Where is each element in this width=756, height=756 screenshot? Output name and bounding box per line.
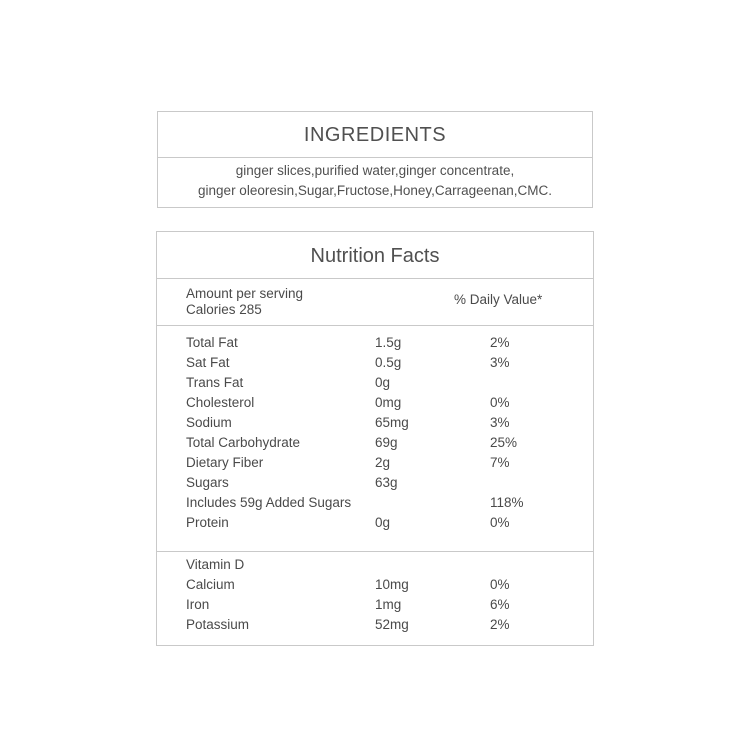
vitamin-daily-value: 6% bbox=[490, 597, 510, 612]
table-row bbox=[157, 555, 593, 575]
serving-info bbox=[186, 286, 303, 318]
nutrient-daily-value: 2% bbox=[490, 335, 510, 350]
vitamin-daily-value: 0% bbox=[490, 577, 510, 592]
vitamin-amount: 52mg bbox=[375, 617, 409, 632]
vitamin-amount: 1mg bbox=[375, 597, 402, 612]
table-row bbox=[157, 453, 593, 473]
table-row bbox=[157, 353, 593, 373]
nutrient-daily-value: 118% bbox=[490, 495, 524, 510]
ingredients-line: ginger oleoresin,Sugar,Fructose,Honey,Carrageenan,CMC. bbox=[198, 183, 552, 198]
vitamin-name: Vitamin D bbox=[186, 557, 245, 572]
table-row bbox=[157, 595, 593, 615]
daily-value-label: % Daily Value* bbox=[454, 292, 543, 307]
nutrient-amount: 65mg bbox=[375, 415, 409, 430]
nutrient-amount: 0g bbox=[375, 375, 391, 390]
table-row bbox=[157, 373, 593, 393]
nutrient-amount: 0.5g bbox=[375, 355, 402, 370]
nutrition-facts-panel bbox=[156, 231, 594, 646]
nutrient-name: Includes 59g Added Sugars bbox=[186, 495, 352, 510]
vitamin-daily-value: 2% bbox=[490, 617, 510, 632]
ingredients-line: ginger slices,purified water,ginger concentrate, bbox=[235, 163, 515, 178]
nutrient-name: Trans Fat bbox=[186, 375, 244, 390]
nutrient-name: Total Fat bbox=[186, 335, 238, 350]
vitamin-name: Calcium bbox=[186, 577, 235, 592]
ingredients-title: INGREDIENTS bbox=[158, 112, 592, 158]
nutrient-name: Sodium bbox=[186, 415, 232, 430]
nutrition-header bbox=[157, 279, 593, 326]
nutrient-name: Cholesterol bbox=[186, 395, 255, 410]
table-row bbox=[157, 493, 593, 513]
vitamin-table bbox=[157, 552, 593, 644]
amount-per-serving-label: Amount per serving bbox=[186, 286, 304, 301]
nutrition-title: Nutrition Facts bbox=[157, 232, 593, 279]
vitamin-name: Potassium bbox=[186, 617, 250, 632]
nutrient-amount: 2g bbox=[375, 455, 391, 470]
nutrient-daily-value: 0% bbox=[490, 515, 510, 530]
nutrient-daily-value: 3% bbox=[490, 355, 510, 370]
nutrient-amount: 63g bbox=[375, 475, 398, 490]
table-row bbox=[157, 333, 593, 353]
nutrient-amount: 0mg bbox=[375, 395, 402, 410]
table-row bbox=[157, 433, 593, 453]
vitamin-name: Iron bbox=[186, 597, 210, 612]
table-row bbox=[157, 473, 593, 493]
table-row bbox=[157, 615, 593, 635]
nutrient-daily-value: 7% bbox=[490, 455, 510, 470]
nutrient-name: Total Carbohydrate bbox=[186, 435, 301, 450]
nutrient-amount: 1.5g bbox=[375, 335, 402, 350]
nutrient-amount: 69g bbox=[375, 435, 398, 450]
table-row bbox=[157, 413, 593, 433]
nutrient-table bbox=[157, 326, 593, 552]
nutrient-amount: 0g bbox=[375, 515, 391, 530]
table-row bbox=[157, 393, 593, 413]
nutrient-daily-value: 3% bbox=[490, 415, 510, 430]
nutrient-name: Sat Fat bbox=[186, 355, 230, 370]
table-row bbox=[157, 513, 593, 533]
nutrient-name: Dietary Fiber bbox=[186, 455, 264, 470]
calories-value: Calories 285 bbox=[186, 302, 262, 317]
nutrient-daily-value: 0% bbox=[490, 395, 510, 410]
ingredients-panel bbox=[157, 111, 593, 208]
vitamin-amount: 10mg bbox=[375, 577, 409, 592]
nutrient-daily-value: 25% bbox=[490, 435, 518, 450]
table-row bbox=[157, 575, 593, 595]
nutrient-name: Protein bbox=[186, 515, 229, 530]
ingredients-list bbox=[158, 158, 592, 201]
nutrient-name: Sugars bbox=[186, 475, 229, 490]
